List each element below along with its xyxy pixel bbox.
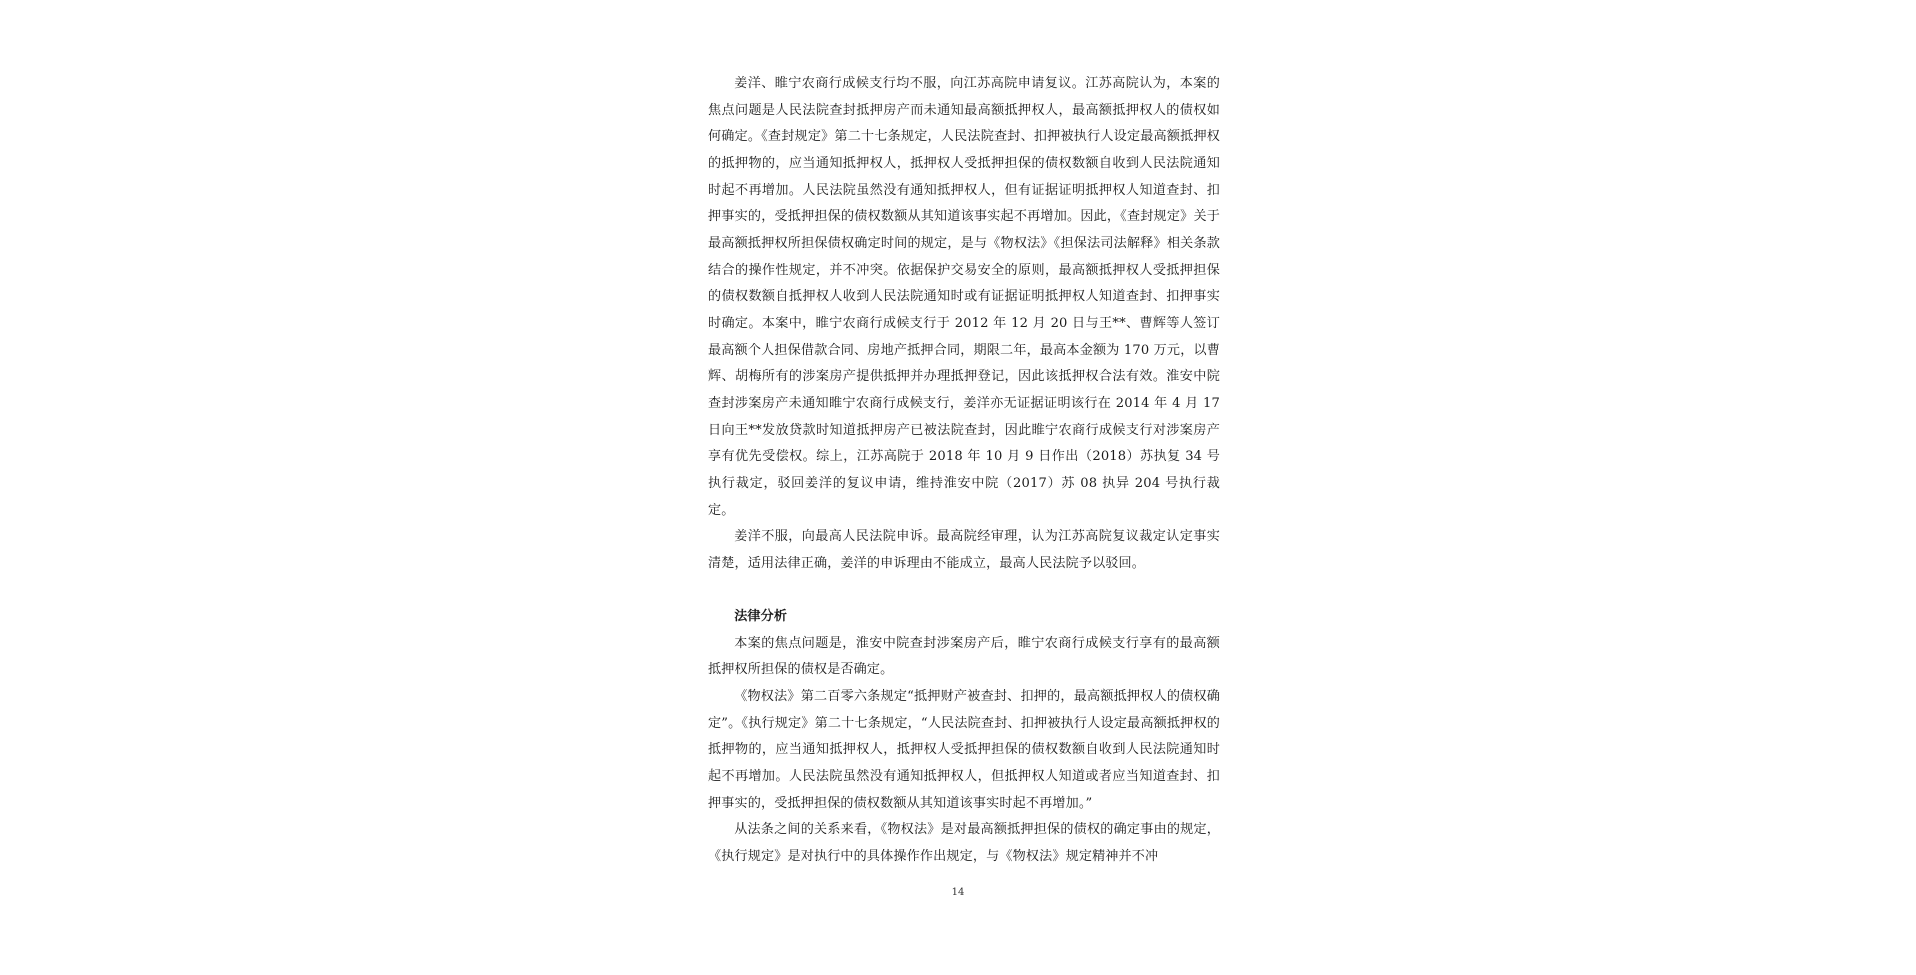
page-number: 14 — [951, 887, 965, 898]
paragraph-supreme-court-appeal: 姜洋不服，向最高人民法院申诉。最高院经审理，认为江苏高院复议裁定认定事实清楚，适用法律正确，姜洋的申诉理由不能成立，最高人民法院予以驳回。 — [708, 529, 1220, 571]
paragraph-statute-citation: 《物权法》第二百零六条规定“抵押财产被查封、扣押的，最高额抵押权人的债权确定”。《执行规定》第二十七条规定，“人民法院查封、扣押被执行人设定最高额抵押权的抵押物的，应当通知抵押权人，抵押权人受抵押担保的债权数额自收到人民法院通知时起不再增加。人民法院虽然没有通知抵押权人，但抵押权人知道或者应当知道查封、扣押事实的，受抵押担保的债权数额从其知道该事实时起不再增加。” — [708, 689, 1220, 811]
document-body — [708, 71, 1220, 871]
section-heading-legal-analysis: 法律分析 — [734, 609, 788, 625]
paragraph-review-application: 姜洋、睢宁农商行成候支行均不服，向江苏高院申请复议。江苏高院认为，本案的焦点问题是人民法院查封抵押房产而未通知最高额抵押权人，最高额抵押权人的债权如何确定。《查封规定》第二十七条规定，人民法院查封、扣押被执行人设定最高额抵押权的抵押物的，应当通知抵押权人，抵押权人受抵押担保的债权数额自收到人民法院通知时起不再增加。人民法院虽然没有通知抵押权人，但有证据证明抵押权人知道查封、扣押事实的，受抵押担保的债权数额从其知道该事实起不再增加。因此，《查封规定》关于最高额抵押权所担保债权确定时间的规定，是与《物权法》《担保法司法解释》相关条款结合的操作性规定，并不冲突。依据保护交易安全的原则，最高额抵押权人受抵押担保的债权数额自抵押权人收到人民法院通知时或有证据证明抵押权人知道查封、扣押事实时确定。本案中，睢宁农商行成候支行于 2012 年 12 月 20 日与王**、曹辉等人签订最高额个人担保借款合同、房地产抵押合同，期限二年，最高本金额为 170 万元，以曹辉、胡梅所有的涉案房产提供抵押并办理抵押登记，因此该抵押权合法有效。淮安中院查封涉案房产未通知睢宁农商行成候支行，姜洋亦无证据证明该行在 2014 年 4 月 17 日向王**发放贷款时知道抵押房产已被法院查封，因此睢宁农商行成候支行对涉案房产享有优先受偿权。综上，江苏高院于 2018 年 10 月 9 日作出（2018）苏执复 34 号执行裁定，驳回姜洋的复议申请，维持淮安中院（2017）苏 08 执异 204 号执行裁定。 — [708, 76, 1220, 518]
paragraph-statute-relationship: 从法条之间的关系来看，《物权法》是对最高额抵押担保的债权的确定事由的规定，《执行规定》是对执行中的具体操作作出规定，与《物权法》规定精神并不冲 — [708, 822, 1220, 865]
paragraph-focus-issue: 本案的焦点问题是，淮安中院查封涉案房产后，睢宁农商行成候支行享有的最高额抵押权所担保的债权是否确定。 — [708, 635, 1220, 678]
